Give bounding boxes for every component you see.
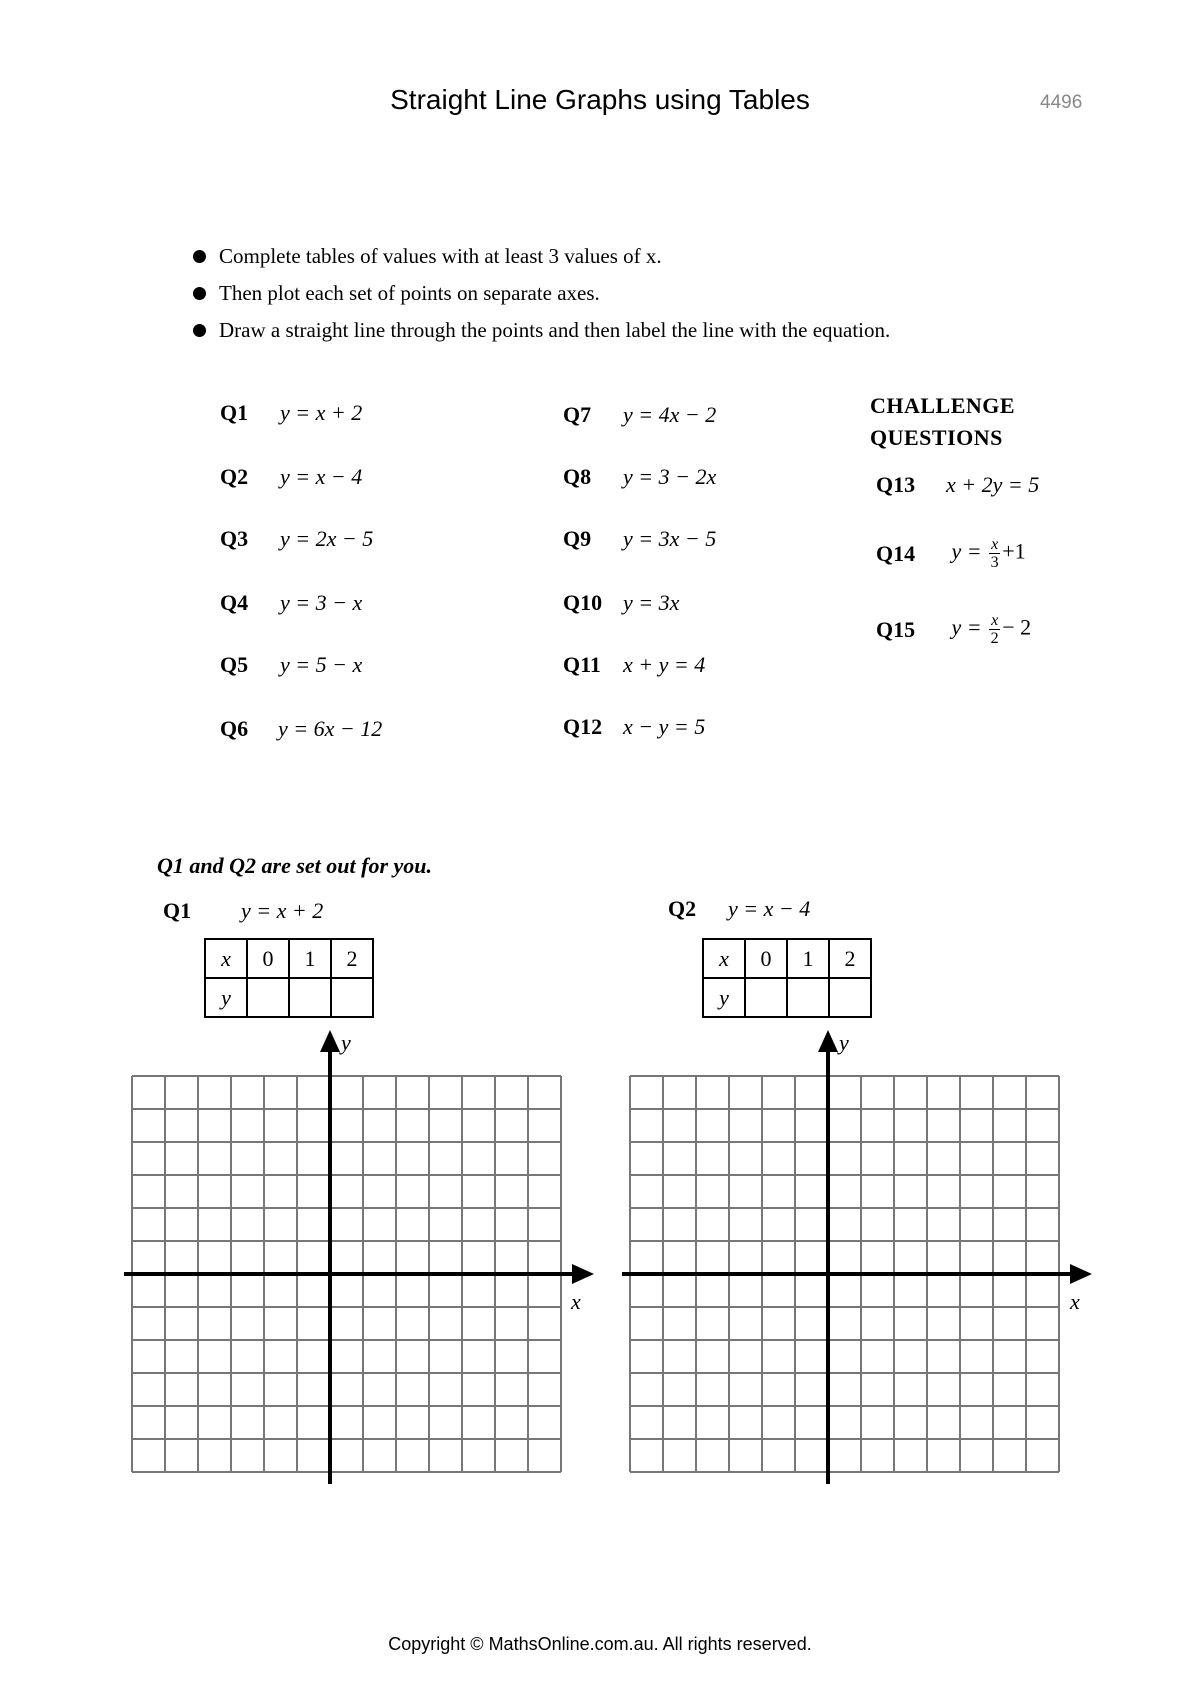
challenge-heading (870, 390, 1015, 454)
instruction-text: Complete tables of values with at least 3 values of x. (219, 244, 662, 268)
question-equation: y = x + 2 (241, 898, 324, 923)
question-equation: y = x + 2 (280, 400, 363, 425)
equation-rhs: − 2 (1002, 614, 1032, 640)
x-value-cell: 2 (331, 939, 373, 978)
question-label: Q8 (563, 464, 592, 489)
question-q6 (220, 716, 382, 742)
question-equation (952, 536, 1026, 571)
worked-examples-note: Q1 and Q2 are set out for you. (157, 853, 433, 878)
axes-grid-q1[interactable] (122, 1028, 597, 1488)
bullet-icon (193, 250, 206, 263)
table-row-y (703, 978, 871, 1017)
question-q5 (220, 652, 362, 678)
instruction-item (193, 316, 890, 353)
y-axis-label: y (341, 1030, 351, 1055)
fraction-numerator: x (991, 612, 999, 629)
x-value-cell: 2 (829, 939, 871, 978)
question-q14 (876, 536, 1026, 586)
x-axis-label: x (1070, 1289, 1080, 1314)
question-label: Q11 (563, 652, 601, 677)
y-header-cell: y (703, 978, 745, 1017)
instruction-text: Then plot each set of points on separate axes. (219, 281, 600, 305)
x-header-cell: x (703, 939, 745, 978)
question-equation: y = 6x − 12 (278, 716, 383, 741)
table-row-x (205, 939, 373, 978)
question-label: Q4 (220, 590, 249, 615)
question-label: Q1 (220, 400, 249, 425)
question-q10 (563, 590, 679, 616)
y-value-cell[interactable] (331, 978, 373, 1017)
question-q13 (876, 472, 1039, 498)
question-label: Q12 (563, 714, 603, 739)
question-equation: y = 3x (623, 590, 680, 615)
y-value-cell[interactable] (745, 978, 787, 1017)
fraction-numerator: x (991, 536, 999, 553)
question-q9 (563, 526, 716, 552)
question-equation: x − y = 5 (623, 714, 706, 739)
question-label: Q10 (563, 590, 603, 615)
y-axis-arrow-icon (320, 1030, 340, 1052)
question-equation: y = x − 4 (280, 464, 363, 489)
equation-rhs: +1 (1002, 538, 1026, 564)
challenge-heading-line: CHALLENGE (870, 393, 1016, 418)
question-q15 (876, 612, 1031, 662)
x-axis-arrow-icon (572, 1264, 594, 1284)
equation-lhs: y = (951, 614, 982, 640)
question-equation: x + 2y = 5 (946, 472, 1040, 497)
question-q2 (220, 464, 362, 490)
y-header-cell: y (205, 978, 247, 1017)
question-equation: y = x − 4 (728, 896, 811, 921)
fraction (989, 536, 1000, 571)
question-label: Q13 (876, 472, 916, 497)
question-q11 (563, 652, 705, 678)
bullet-icon (193, 287, 206, 300)
question-q7 (563, 402, 716, 428)
bullet-icon (193, 324, 206, 337)
y-value-cell[interactable] (247, 978, 289, 1017)
question-equation: y = 3 − x (280, 590, 363, 615)
question-label: Q15 (876, 616, 916, 642)
question-label: Q7 (563, 402, 592, 427)
x-header-cell: x (205, 939, 247, 978)
y-axis-label: y (839, 1030, 849, 1055)
copyright-footer: Copyright © MathsOnline.com.au. All rights reserved. (388, 1634, 812, 1654)
worksheet-code: 4496 (1040, 92, 1083, 113)
x-axis-arrow-icon (1070, 1264, 1092, 1284)
fraction-denominator: 2 (990, 630, 999, 647)
table-of-values-q1 (204, 938, 374, 1018)
y-axis-arrow-icon (818, 1030, 838, 1052)
table-row-y (205, 978, 373, 1017)
page-title: Straight Line Graphs using Tables (390, 84, 810, 115)
question-equation: y = 2x − 5 (280, 526, 374, 551)
x-axis-label: x (571, 1289, 581, 1314)
challenge-heading-line: QUESTIONS (870, 425, 1003, 450)
question-q12 (563, 714, 705, 740)
question-equation (952, 612, 1032, 647)
question-equation: x + y = 4 (623, 652, 706, 677)
question-equation: y = 5 − x (280, 652, 363, 677)
table-row-x (703, 939, 871, 978)
axes-grid-q2[interactable] (620, 1028, 1095, 1488)
worked-q1-header (163, 898, 323, 924)
x-value-cell: 1 (787, 939, 829, 978)
y-value-cell[interactable] (289, 978, 331, 1017)
question-label: Q5 (220, 652, 249, 677)
table-of-values-q2 (702, 938, 872, 1018)
question-q1 (220, 400, 362, 426)
question-label: Q2 (668, 896, 697, 921)
instruction-item (193, 279, 890, 316)
fraction-denominator: 3 (990, 554, 999, 571)
y-value-cell[interactable] (787, 978, 829, 1017)
question-label: Q3 (220, 526, 249, 551)
y-value-cell[interactable] (829, 978, 871, 1017)
worked-q2-header (668, 896, 810, 922)
question-label: Q2 (220, 464, 249, 489)
question-label: Q9 (563, 526, 592, 551)
question-equation: y = 3 − 2x (623, 464, 717, 489)
fraction (989, 612, 1000, 647)
instructions-list (193, 242, 890, 353)
instruction-item (193, 242, 890, 279)
question-label: Q14 (876, 540, 916, 566)
question-label: Q1 (163, 898, 192, 923)
x-value-cell: 1 (289, 939, 331, 978)
question-equation: y = 3x − 5 (623, 526, 717, 551)
instruction-text: Draw a straight line through the points and then label the line with the equation. (219, 318, 891, 342)
equation-lhs: y = (951, 538, 982, 564)
x-value-cell: 0 (745, 939, 787, 978)
question-label: Q6 (220, 716, 249, 741)
question-q8 (563, 464, 716, 490)
x-value-cell: 0 (247, 939, 289, 978)
question-q3 (220, 526, 373, 552)
question-q4 (220, 590, 362, 616)
question-equation: y = 4x − 2 (623, 402, 717, 427)
